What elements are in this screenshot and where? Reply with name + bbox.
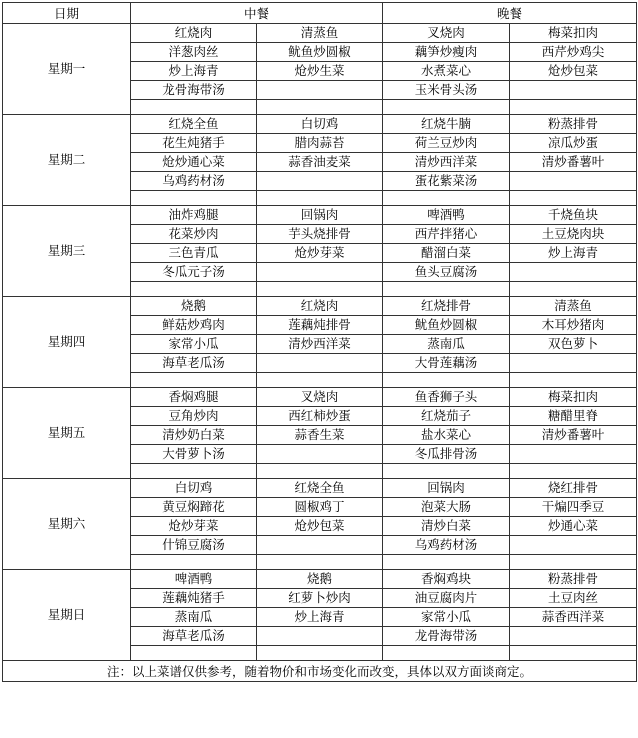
lunch-dish-cell: 花生炖猪手 — [131, 134, 257, 153]
dinner-dish-cell: 藕笋炒瘦肉 — [383, 43, 510, 62]
dinner-dish-cell: 清蒸鱼 — [510, 297, 637, 316]
lunch-dish-cell: 洋葱肉丝 — [131, 43, 257, 62]
lunch-dish-cell: 腊肉蒜苔 — [257, 134, 383, 153]
dinner-dish-cell: 油豆腐肉片 — [383, 589, 510, 608]
lunch-dish-cell — [257, 100, 383, 115]
dinner-dish-cell: 红烧茄子 — [383, 407, 510, 426]
lunch-dish-cell — [257, 81, 383, 100]
lunch-dish-cell: 炝炒芽菜 — [131, 517, 257, 536]
lunch-dish-cell: 乌鸡药材汤 — [131, 172, 257, 191]
dinner-dish-cell — [510, 373, 637, 388]
lunch-dish-cell: 大骨萝卜汤 — [131, 445, 257, 464]
dinner-dish-cell: 炝炒包菜 — [510, 62, 637, 81]
lunch-dish-cell — [131, 555, 257, 570]
dinner-dish-cell: 梅菜扣肉 — [510, 24, 637, 43]
dinner-dish-cell — [510, 191, 637, 206]
dinner-dish-cell — [510, 536, 637, 555]
lunch-dish-cell — [257, 536, 383, 555]
lunch-dish-cell: 芋头烧排骨 — [257, 225, 383, 244]
lunch-dish-cell — [257, 354, 383, 373]
dinner-dish-cell: 炒通心菜 — [510, 517, 637, 536]
lunch-dish-cell: 清蒸鱼 — [257, 24, 383, 43]
lunch-dish-cell: 蒜香油麦菜 — [257, 153, 383, 172]
lunch-dish-cell: 黄豆焖蹄花 — [131, 498, 257, 517]
header-lunch: 中餐 — [131, 3, 383, 24]
dinner-dish-cell — [510, 646, 637, 661]
lunch-dish-cell: 烧鹅 — [131, 297, 257, 316]
lunch-dish-cell: 海草老瓜汤 — [131, 354, 257, 373]
dinner-dish-cell: 清炒西洋菜 — [383, 153, 510, 172]
lunch-dish-cell: 鲜菇炒鸡肉 — [131, 316, 257, 335]
dinner-dish-cell: 醋溜白菜 — [383, 244, 510, 263]
menu-row — [3, 115, 637, 134]
lunch-dish-cell: 圆椒鸡丁 — [257, 498, 383, 517]
lunch-dish-cell: 清炒奶白菜 — [131, 426, 257, 445]
lunch-dish-cell: 莲藕炖猪手 — [131, 589, 257, 608]
lunch-dish-cell — [131, 464, 257, 479]
day-label: 星期三 — [3, 206, 131, 297]
lunch-dish-cell — [257, 464, 383, 479]
dinner-dish-cell: 粉蒸排骨 — [510, 570, 637, 589]
dinner-dish-cell — [510, 172, 637, 191]
lunch-dish-cell: 三色青瓜 — [131, 244, 257, 263]
dinner-dish-cell: 西芹炒鸡尖 — [510, 43, 637, 62]
dinner-dish-cell: 蒜香西洋菜 — [510, 608, 637, 627]
lunch-dish-cell — [257, 191, 383, 206]
dinner-dish-cell — [383, 100, 510, 115]
dinner-dish-cell — [510, 100, 637, 115]
day-label: 星期日 — [3, 570, 131, 661]
dinner-dish-cell: 回锅肉 — [383, 479, 510, 498]
dinner-dish-cell: 红烧牛腩 — [383, 115, 510, 134]
lunch-dish-cell: 豆角炒肉 — [131, 407, 257, 426]
lunch-dish-cell — [131, 191, 257, 206]
dinner-dish-cell: 香焖鸡块 — [383, 570, 510, 589]
dinner-dish-cell: 凉瓜炒蛋 — [510, 134, 637, 153]
lunch-dish-cell — [257, 263, 383, 282]
lunch-dish-cell — [131, 100, 257, 115]
day-label: 星期一 — [3, 24, 131, 115]
dinner-dish-cell: 糖醋里脊 — [510, 407, 637, 426]
dinner-dish-cell: 荷兰豆炒肉 — [383, 134, 510, 153]
header-day: 日期 — [3, 3, 131, 24]
lunch-dish-cell: 蒜香生菜 — [257, 426, 383, 445]
lunch-dish-cell: 回锅肉 — [257, 206, 383, 225]
dinner-dish-cell: 烧红排骨 — [510, 479, 637, 498]
dinner-dish-cell: 千烧鱼块 — [510, 206, 637, 225]
lunch-dish-cell: 炝炒通心菜 — [131, 153, 257, 172]
dinner-dish-cell: 啤酒鸭 — [383, 206, 510, 225]
lunch-dish-cell: 叉烧肉 — [257, 388, 383, 407]
lunch-dish-cell: 莲藕炖排骨 — [257, 316, 383, 335]
dinner-dish-cell — [510, 81, 637, 100]
dinner-dish-cell — [510, 263, 637, 282]
lunch-dish-cell — [131, 646, 257, 661]
header-row — [3, 3, 637, 24]
menu-row — [3, 388, 637, 407]
dinner-dish-cell: 粉蒸排骨 — [510, 115, 637, 134]
dinner-dish-cell — [510, 464, 637, 479]
day-label: 星期二 — [3, 115, 131, 206]
lunch-dish-cell — [257, 282, 383, 297]
lunch-dish-cell: 红萝卜炒肉 — [257, 589, 383, 608]
dinner-dish-cell — [510, 555, 637, 570]
lunch-dish-cell: 炒上海青 — [131, 62, 257, 81]
dinner-dish-cell: 梅菜扣肉 — [510, 388, 637, 407]
lunch-dish-cell: 红烧肉 — [131, 24, 257, 43]
lunch-dish-cell: 海草老瓜汤 — [131, 627, 257, 646]
lunch-dish-cell: 红烧全鱼 — [131, 115, 257, 134]
weekly-menu-table — [2, 2, 637, 682]
lunch-dish-cell: 炝炒包菜 — [257, 517, 383, 536]
lunch-dish-cell: 蒸南瓜 — [131, 608, 257, 627]
lunch-dish-cell: 油炸鸡腿 — [131, 206, 257, 225]
dinner-dish-cell: 大骨莲藕汤 — [383, 354, 510, 373]
dinner-dish-cell: 干煸四季豆 — [510, 498, 637, 517]
lunch-dish-cell — [257, 627, 383, 646]
dinner-dish-cell — [383, 191, 510, 206]
menu-row — [3, 24, 637, 43]
lunch-dish-cell — [257, 445, 383, 464]
lunch-dish-cell: 红烧全鱼 — [257, 479, 383, 498]
dinner-dish-cell: 红烧排骨 — [383, 297, 510, 316]
lunch-dish-cell: 花菜炒肉 — [131, 225, 257, 244]
lunch-dish-cell — [131, 373, 257, 388]
dinner-dish-cell: 土豆烧肉块 — [510, 225, 637, 244]
dinner-dish-cell: 鱿鱼炒圆椒 — [383, 316, 510, 335]
lunch-dish-cell — [257, 373, 383, 388]
dinner-dish-cell: 蛋花紫菜汤 — [383, 172, 510, 191]
lunch-dish-cell: 白切鸡 — [257, 115, 383, 134]
dinner-dish-cell: 清炒白菜 — [383, 517, 510, 536]
dinner-dish-cell — [383, 373, 510, 388]
dinner-dish-cell — [510, 445, 637, 464]
dinner-dish-cell: 鱼香狮子头 — [383, 388, 510, 407]
dinner-dish-cell: 西芹拌猪心 — [383, 225, 510, 244]
lunch-dish-cell — [257, 172, 383, 191]
dinner-dish-cell: 木耳炒猪肉 — [510, 316, 637, 335]
dinner-dish-cell: 清炒番薯叶 — [510, 426, 637, 445]
lunch-dish-cell: 烧鹅 — [257, 570, 383, 589]
dinner-dish-cell: 冬瓜排骨汤 — [383, 445, 510, 464]
dinner-dish-cell: 玉米骨头汤 — [383, 81, 510, 100]
lunch-dish-cell: 炝炒芽菜 — [257, 244, 383, 263]
menu-row — [3, 297, 637, 316]
dinner-dish-cell: 家常小瓜 — [383, 608, 510, 627]
dinner-dish-cell: 泡菜大肠 — [383, 498, 510, 517]
dinner-dish-cell — [510, 354, 637, 373]
lunch-dish-cell: 白切鸡 — [131, 479, 257, 498]
dinner-dish-cell: 龙骨海带汤 — [383, 627, 510, 646]
dinner-dish-cell: 叉烧肉 — [383, 24, 510, 43]
lunch-dish-cell: 鱿鱼炒圆椒 — [257, 43, 383, 62]
lunch-dish-cell: 龙骨海带汤 — [131, 81, 257, 100]
lunch-dish-cell: 什锦豆腐汤 — [131, 536, 257, 555]
dinner-dish-cell: 炒上海青 — [510, 244, 637, 263]
lunch-dish-cell: 啤酒鸭 — [131, 570, 257, 589]
lunch-dish-cell — [257, 646, 383, 661]
menu-body — [3, 24, 637, 661]
lunch-dish-cell: 西红柿炒蛋 — [257, 407, 383, 426]
header-dinner: 晚餐 — [383, 3, 637, 24]
dinner-dish-cell — [383, 464, 510, 479]
day-label: 星期五 — [3, 388, 131, 479]
dinner-dish-cell: 蒸南瓜 — [383, 335, 510, 354]
day-label: 星期六 — [3, 479, 131, 570]
dinner-dish-cell: 清炒番薯叶 — [510, 153, 637, 172]
lunch-dish-cell: 炝炒生菜 — [257, 62, 383, 81]
footer-note: 注：以上菜谱仅供参考，随着物价和市场变化而改变，具体以双方面谈商定。 — [3, 661, 637, 682]
day-label: 星期四 — [3, 297, 131, 388]
dinner-dish-cell: 水煮菜心 — [383, 62, 510, 81]
dinner-dish-cell — [383, 282, 510, 297]
dinner-dish-cell: 双色萝卜 — [510, 335, 637, 354]
lunch-dish-cell: 红烧肉 — [257, 297, 383, 316]
dinner-dish-cell: 乌鸡药材汤 — [383, 536, 510, 555]
lunch-dish-cell: 清炒西洋菜 — [257, 335, 383, 354]
lunch-dish-cell — [257, 555, 383, 570]
dinner-dish-cell: 盐水菜心 — [383, 426, 510, 445]
footer-row — [3, 661, 637, 682]
dinner-dish-cell — [383, 555, 510, 570]
lunch-dish-cell: 香焖鸡腿 — [131, 388, 257, 407]
lunch-dish-cell: 冬瓜元子汤 — [131, 263, 257, 282]
menu-row — [3, 206, 637, 225]
dinner-dish-cell — [510, 627, 637, 646]
lunch-dish-cell — [131, 282, 257, 297]
dinner-dish-cell — [383, 646, 510, 661]
dinner-dish-cell: 鱼头豆腐汤 — [383, 263, 510, 282]
dinner-dish-cell: 土豆肉丝 — [510, 589, 637, 608]
menu-row — [3, 570, 637, 589]
dinner-dish-cell — [510, 282, 637, 297]
lunch-dish-cell: 家常小瓜 — [131, 335, 257, 354]
lunch-dish-cell: 炒上海青 — [257, 608, 383, 627]
menu-row — [3, 479, 637, 498]
